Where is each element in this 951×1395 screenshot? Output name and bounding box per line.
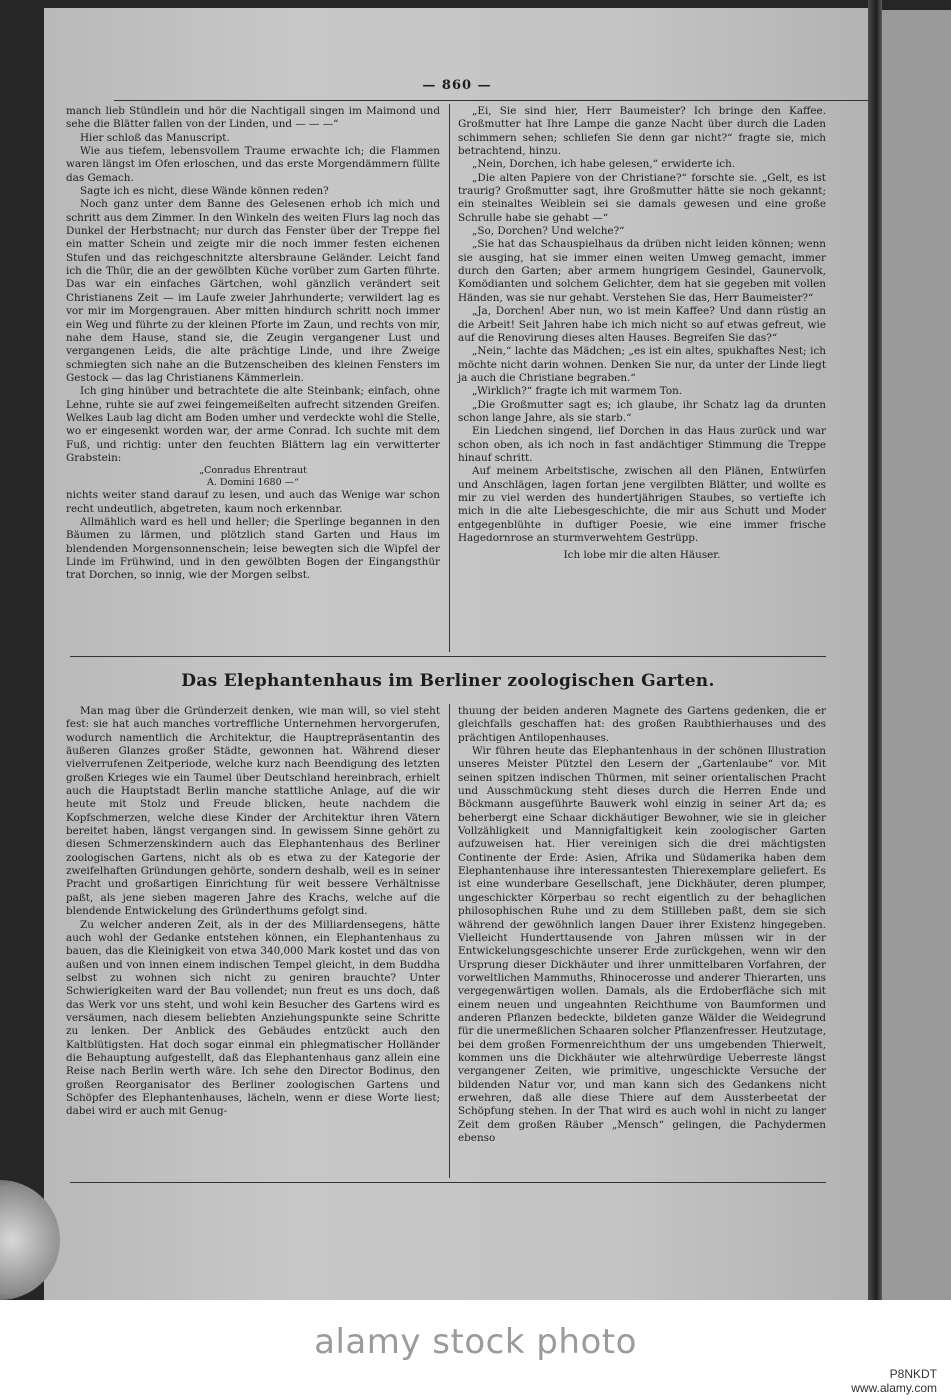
article-title: Das Elephantenhaus im Berliner zoologischen Garten. — [181, 671, 715, 691]
story-closing-line: Ich lobe mir die alten Häuser. — [563, 549, 721, 562]
article-left-column — [66, 705, 440, 1119]
site-url: www.alamy.com — [851, 1381, 937, 1395]
story-paragraph: „Ja, Dorchen! Aber nun, wo ist mein Kaffee? Und dann rüstig an die Arbeit! Seit Jahren habe ich mich nicht so auf etwas gefreut, wie auf die Renovirung dieses alten Hauses. Begreifen Sie das?“ — [458, 305, 826, 344]
story-paragraph: Auf meinem Arbeitstische, zwischen all den Plänen, Entwürfen und Anschlägen, lagen fortan jene vergilbten Blätter, und wollte es mir zu viel werden des hundertjährigen Staubes, so vertiefte ich mich in die alte Liebesgeschichte, die mir aus Schutt und Moder entgegenblühte in duftiger Poesie, wie eine immer frische Hagedornrose an sturmverwehtem Gestrüpp. — [458, 465, 826, 544]
column-divider-top — [449, 104, 450, 652]
watermark-logo: alamy stock photo — [314, 1322, 637, 1362]
story-paragraph: Noch ganz unter dem Banne des Gelesenen erhob ich mich und schritt aus dem Zimmer. In den Winkeln des weiten Flurs lag noch das Dunkel der Herbstnacht; nur durch das Fenster über der Treppe fiel ein matter Schein und zeigte mir die noch immer festen eichenen Stufen und das reichgeschnitzte altersbraune Geländer. Leicht fand ich die Thür, die an der gewölbten Küche vorüber zum Garten führte. Das war ein einfaches Gärtchen, wohl gänzlich verändert seit Christianens Zeit — im Laufe zweier Jahrhunderte; verwildert lag es vor mir im Morgengrauen. Aber mitten hindurch schritt noch immer ein Weg und führte zu der kleinen Pforte im Zaun, und rechts von mir, nahe dem Hause, stand sie, die Zeugin vergangener Lust und vergangenen Leids, die alte prächtige Linde, und ihre Zweige schmiegten sich nahe an die Butzenscheiben des kleinen Fensters im Gestock — das lag Christianens Kämmerlein. — [66, 198, 440, 384]
article-paragraph: Wir führen heute das Elephantenhaus in der schönen Illustration unseres Meister Pütztel den Lesern der „Gartenlaube“ vor. Mit seinen spitzen indischen Thürmen, mit seiner orientalischen Pracht und Ausschmückung steht dieses durch die Herren Ende und Böckmann ausgeführte Bauwerk wohl einzig in seiner Art da; es beherbergt eine Schaar dickhäutiger Bewohner, wie sie in gleicher Vollzähligkeit und Mannigfaltigkeit kein zoologischer Garten aufzuweisen hat. Hier vereinigen sich die drei mächtigsten Continente der Erde: Asien, Afrika und Südamerika haben dem Elephantenhause ihre interessantesten Thierexemplare geliefert. Es ist eine wunderbare Gesellschaft, jene Dickhäuter, deren plumper, ungeschickter Körperbau so recht eigentlich zu der behaglichen philosophischen Ruhe und zu dem Stillleben paßt, dem sie sich während der gewöhnlich langen Dauer ihrer Existenz hingegeben. Vielleicht Hunderttausende von Jahren müssen wir in der Entwickelungsgeschichte unserer Erde zurückgehen, wenn wir den Ursprung dieser Dickhäuter und ihrer unmittelbaren Vorfahren, der vorweltlichen Mammuths, Rhinocerosse und anderer Thierarten, uns vergegenwärtigen wollen. Damals, als die Erdoberfläche sich mit einem neuen und ungeahnten Reichthume von Baumformen und anderen Pflanzen bedeckte, bildeten ganze Wälder die Weidegrund für die unermeßlichen Schaaren solcher Pflanzenfresser. Heutzutage, bei dem großen Formenreichthum der uns umgebenden Thierwelt, kommen uns die Dickhäuter wie altehrwürdige Ueberreste längst vergangener Zeiten, wie primitive, ungeschickte Versuche der bildenden Natur vor, und man kann sich des Gedankens nicht erwehren, daß alle diese Thiere auf dem Aussterbeetat der Schöpfung stehen. In der That wird es auch wohl in nicht zu langer Zeit dem großen Räuber „Mensch“ gelingen, die Pachydermen ebenso — [458, 745, 826, 1144]
footer-meta — [851, 1367, 937, 1395]
book-gutter — [868, 0, 882, 1300]
article-paragraph: thuung der beiden anderen Magnete des Gartens gedenken, die er gleichfalls geschaffen hat: des großen Raubthierhauses und des prächtigen Antilopenhauses. — [458, 705, 826, 744]
story-paragraph: „Sie hat das Schauspielhaus da drüben nicht leiden können; wenn sie ausging, hat sie immer einen weiten Umweg gemacht, immer durch den Garten; aber armem hungrigem Gesindel, Gaunervolk, Komödianten und solchem Gelichter, dem hat sie gegeben mit vollen Händen, was sie nur gehabt. Verstehen Sie das, Herr Baumeister?“ — [458, 238, 826, 304]
story-paragraph: manch lieb Stündlein und hör die Nachtigall singen im Maimond und sehe die Blätter fallen von der Linden, und — — —“ — [66, 105, 440, 131]
adjacent-page-edge — [882, 10, 951, 1300]
story-paragraph: Wie aus tiefem, lebensvollem Traume erwachte ich; die Flammen waren längst im Ofen erloschen, und das erste Morgendämmern füllte das Gemach. — [66, 145, 440, 184]
magazine-page — [44, 8, 870, 1300]
story-paragraph: „Die Großmutter sagt es; ich glaube, ihr Schatz lag da drunten schon lange Jahre, als sie starb.“ — [458, 398, 826, 424]
section-rule — [70, 656, 826, 657]
epitaph-line-1: „Conradus Ehrentraut — [199, 465, 307, 477]
story-paragraph: „Nein, Dorchen, ich habe gelesen,“ erwiderte ich. — [472, 158, 736, 171]
story-paragraph: Ich ging hinüber und betrachtete die alte Steinbank; einfach, ohne Lehne, ruhte sie auf zwei feingemeißelten aufrecht sitzenden Greifen. Welkes Laub lag dicht am Boden umher und verdeckte wohl die Stelle, wo er eingesenkt worden war, der arme Conrad. Ich suchte mit dem Fuß, und richtig: unter den feuchten Blättern lag ein verwitterter Grabstein: — [66, 385, 440, 464]
page-number: 860 — [441, 78, 473, 93]
page-header: — 860 — — [422, 78, 492, 93]
image-id: P8NKDT — [889, 1367, 937, 1381]
story-paragraph: „Nein,“ lachte das Mädchen; „es ist ein altes, spukhaftes Nest; ich möchte nicht darin wohnen. Denken Sie nur, da unter der Linde liegt ja auch die Christiane begraben.“ — [458, 345, 826, 384]
story-paragraph: nichts weiter stand darauf zu lesen, und auch das Wenige war schon recht undeutlich, abgetreten, kaum noch erkennbar. — [66, 489, 440, 515]
header-rule — [114, 100, 870, 101]
story-paragraph: „Ei, Sie sind hier, Herr Baumeister? Ich bringe den Kaffee. Großmutter hat Ihre Lampe die ganze Nacht über durch die Laden schimmern sehen; schliefen Sie denn gar nicht?“ fragte sie, mich betrachtend, hinzu. — [458, 105, 826, 158]
story-paragraph: Allmählich ward es hell und heller; die Sperlinge begannen in den Bäumen zu lärmen, und plötzlich stand Garten und Haus im blendenden Morgensonnenschein; leise bewegten sich die Wipfel der Linde im Frühwind, und in den gewölbten Bogen der Eingangsthür trat Dorchen, so innig, wie der Morgen selbst. — [66, 515, 440, 582]
story-paragraph: Hier schloß das Manuscript. — [80, 131, 230, 144]
story-paragraph: „So, Dorchen? Und welche?“ — [472, 225, 625, 238]
column-divider-bottom — [449, 704, 450, 1178]
article-paragraph: Zu welcher anderen Zeit, als in der des Milliardensegens, hätte auch wohl der Gedanke entstehen können, ein Elephantenhaus zu bauen, das die Kleinigkeit von etwa 340,000 Mark kostet und das von außen und von innen einem indischen Tempel gleicht, in dem Buddha selbst zu wohnen sich nicht zu geniren brauchte? Unter Schwierigkeiten ward der Bau vollendet; nun freut es uns doch, daß das Werk vor uns steht, und wohl kein Besucher des Gartens wird es versäumen, nach diesem beliebten Anziehungspunkte seine Schritte zu lenken. Der Anblick des Gebäudes entzückt auch den Kaltblütigsten. Hat doch sogar einmal ein phlegmatischer Holländer die Behauptung aufgestellt, daß das Elephantenhaus ganz allein eine Reise nach Berlin werth wäre. Ich sehe den Director Bodinus, den großen Reorganisator des Berliner zoologischen Gartens und Schöpfer des Elephantenhauses, lächeln, wenn er diese Worte liest; dabei wird er auch mit Genug- — [66, 918, 440, 1118]
article-paragraph: Man mag über die Gründerzeit denken, wie man will, so viel steht fest: sie hat auch manches vortreffliche Unternehmen hervorgerufen, wodurch namentlich die Architektur, die Hauptrepräsentantin des äußeren Glanzes großer Städte, gewonnen hat. Während dieser vielverrufenen Zeitperiode, welche kurz nach Beendigung des letzten großen Krieges wie ein Taumel über Deutschland hereinbrach, erhielt auch die Hauptstadt Berlin manche stattliche Anlage, auf die wir heute mit Stolz und Freude blicken, heute nachdem die Kopfschmerzen, welche diese Kinder der Architektur ihren Vätern bereitet haben, längst vergangen sind. In gewissem Sinne gehört zu diesen Schmerzenskindern auch das Elephantenhaus des Berliner zoologischen Gartens, nicht als ob es etwa zu der Kategorie der zweifelhaften Gründungen gehörte, sondern deshalb, weil es in seiner Pracht und großartigen Einrichtung für weit bessere Verhältnisse paßt, als jene sieben mageren Jahre des Krachs, welche auf die blendende Entwickelung des Gründerthums gefolgt sind. — [66, 705, 440, 918]
story-paragraph: „Die alten Papiere von der Christiane?“ forschte sie. „Gelt, es ist traurig? Großmutter sagt, ihre Großmutter hätte sie noch gekannt; ein steinaltes Weiblein sei sie damals gewesen und eine große Schrulle habe sie gehabt —“ — [458, 171, 826, 224]
story-paragraph: Ein Liedchen singend, lief Dorchen in das Haus zurück und war schon oben, als ich noch in fast andächtiger Stimmung die Treppe hinauf schritt. — [458, 425, 826, 464]
story-left-column — [66, 105, 440, 583]
article-right-column — [458, 705, 826, 1145]
bottom-rule — [70, 1182, 826, 1183]
story-paragraph: Sagte ich es nicht, diese Wände können reden? — [80, 185, 329, 198]
story-right-column — [458, 105, 826, 567]
epitaph-line-2: A. Domini 1680 —“ — [206, 477, 299, 489]
story-paragraph: „Wirklich?“ fragte ich mit warmem Ton. — [472, 385, 683, 398]
